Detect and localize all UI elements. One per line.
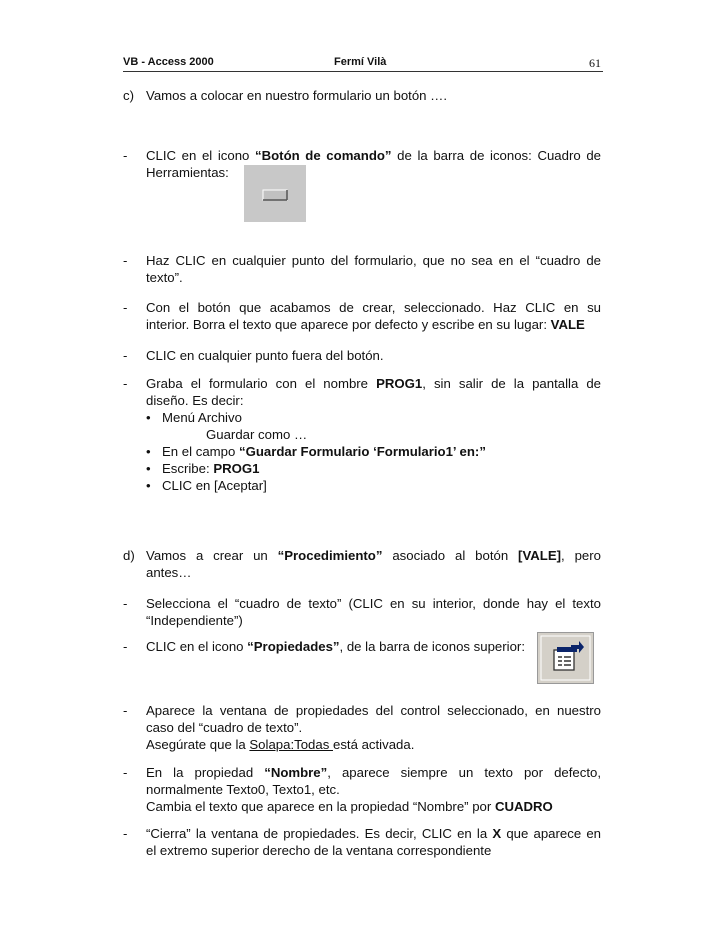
header-title: VB - Access 2000: [123, 56, 214, 68]
list-item: • Menú Archivo: [146, 410, 242, 425]
section-c-title: c) Vamos a colocar en nuestro formulario un botón ….: [123, 88, 448, 103]
section-c-step-1: - CLIC en el icono “Botón de comando” de la barra de iconos: Cuadro de Herramientas:: [123, 148, 601, 180]
page-number: 61: [589, 56, 601, 70]
list-item: • Escribe: PROG1: [146, 461, 260, 476]
header-author: Fermí Vilà: [334, 56, 387, 68]
section-d-step-3: - Aparece la ventana de propiedades del control seleccionado, en nuestro caso del “cuadro de texto”. Asegúrate que la Solapa:Todas está activada.: [123, 703, 601, 752]
section-d-step-4: - En la propiedad “Nombre”, aparece siempre un texto por defecto, normalmente Texto0, Texto1, etc. Cambia el texto que aparece en la propiedad “Nombre” por CUADRO: [123, 765, 601, 814]
section-d-step-1: - Selecciona el “cuadro de texto” (CLIC en su interior, donde hay el texto “Independiente”): [123, 596, 601, 628]
section-c-step-2: - Haz CLIC en cualquier punto del formulario, que no sea en el “cuadro de texto”.: [123, 253, 601, 285]
section-d-step-5: - “Cierra” la ventana de propiedades. Es decir, CLIC en la X que aparece en el extremo superior derecho de la ventana correspondiente: [123, 826, 601, 858]
page-header: [123, 56, 603, 71]
section-d-step-2: - CLIC en el icono “Propiedades”, de la barra de iconos superior:: [123, 639, 525, 654]
section-c-step-3: - Con el botón que acabamos de crear, seleccionado. Haz CLIC en su interior. Borra el texto que aparece por defecto y escribe en su lugar: VALE: [123, 300, 601, 332]
properties-icon: [537, 632, 594, 684]
command-button-icon: [244, 165, 306, 222]
section-c-step-4: - CLIC en cualquier punto fuera del botón.: [123, 348, 384, 363]
list-item: • CLIC en [Aceptar]: [146, 478, 267, 493]
header-rule: [123, 71, 603, 72]
section-c-step-5: - Graba el formulario con el nombre PROG1, sin salir de la pantalla de diseño. Es decir: • Menú Archivo Guardar como … • En el campo “Guardar Formulario ‘Formulario1’ en:” • Escribe: PROG1 • CLIC en [Aceptar]: [123, 376, 601, 493]
section-d-title: d) Vamos a crear un “Procedimiento” asociado al botón [VALE], pero antes…: [123, 548, 601, 580]
list-item: • En el campo “Guardar Formulario ‘Formulario1’ en:”: [146, 444, 486, 459]
